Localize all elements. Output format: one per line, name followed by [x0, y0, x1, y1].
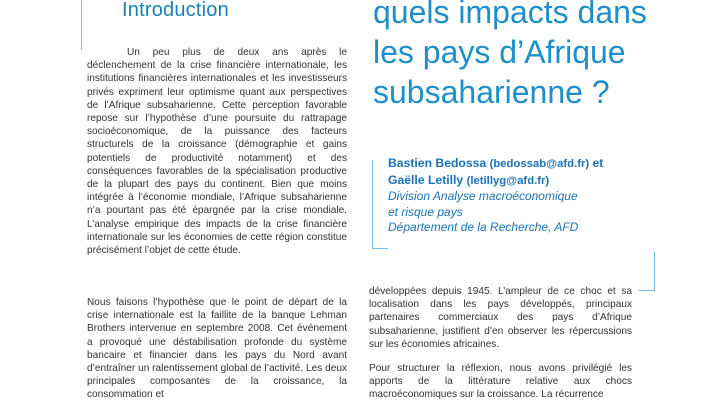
right-paragraph-1: développées depuis 1945. L’ampleur de ce choc et sa localisation dans les pays développés, principaux partenaires commerciaux des pays d’Afrique subsaharienne, justifient d’en observer les répercussions sur les économies africaines.	[369, 286, 632, 350]
left-column	[87, 0, 347, 402]
left-accent-line	[81, 0, 82, 50]
author-2-name: Gaëlle Letilly	[388, 172, 464, 187]
section-heading-introduction: Introduction	[122, 0, 229, 21]
author-1-name: Bastien Bedossa	[388, 156, 487, 170]
title-line-2: les pays d’Afrique	[373, 34, 626, 70]
author-conjunction: et	[592, 156, 604, 170]
title-line-1: quels impacts dans	[373, 0, 647, 30]
title-line-3: subsaharienne ?	[373, 74, 610, 110]
right-paragraph-2: Pour structurer la réflexion, nous avons privilégié les apports de la littérature relative aux chocs macroéconomiques sur la croissance. La récurrence	[369, 363, 632, 401]
intro-paragraph-2: Nous faisons l’hypothèse que le point de départ de la crise internationale est la faillite de la banque Lehman Brothers intervenue en septembre 2008. Cet événement a provoqué une déstabilisation profonde du système bancaire et financier dans les pays du Nord avant d’entraîner un ralentissement global de l’activité. Les deux principales composantes de la croissance, la consommation et	[87, 297, 347, 401]
author-2-email: (letillyg@afd.fr)	[466, 174, 550, 187]
division-line-1: Division Analyse macroéconomique	[388, 189, 578, 203]
author-1-email: (bedossab@afd.fr)	[489, 158, 590, 170]
right-column	[369, 0, 632, 402]
department: Département de la Recherche, AFD	[388, 220, 579, 234]
division-line-2: et risque pays	[388, 204, 463, 219]
author-bracket-right	[654, 252, 655, 290]
author-bracket-right-bottom	[639, 290, 655, 291]
intro-paragraph-1: Un peu plus de deux ans après le déclenchement de la crise financière internationale, les institutions financières internationales et les investisseurs privés expriment leur optimisme quant aux perspectives de l’Afrique subsaharienne. Cette perception favorable repose sur l’hypothèse d’une poursuite du rattrapage socioéconomique, de la puissance des facteurs structurels de la croissance (démographie et gains potentiels de productivité notamment) et des conséquences favorables de la spécialisation productive de la plupart des pays du continent. Bien que moins intégrée à l’économie mondiale, l’Afrique subsaharienne n’a pourtant pas été épargnée par la crise mondiale. L’analyse empirique des impacts de la crise financière internationale sur les économies de cette région constitue précisément l’objet de cette étude.	[87, 47, 347, 257]
